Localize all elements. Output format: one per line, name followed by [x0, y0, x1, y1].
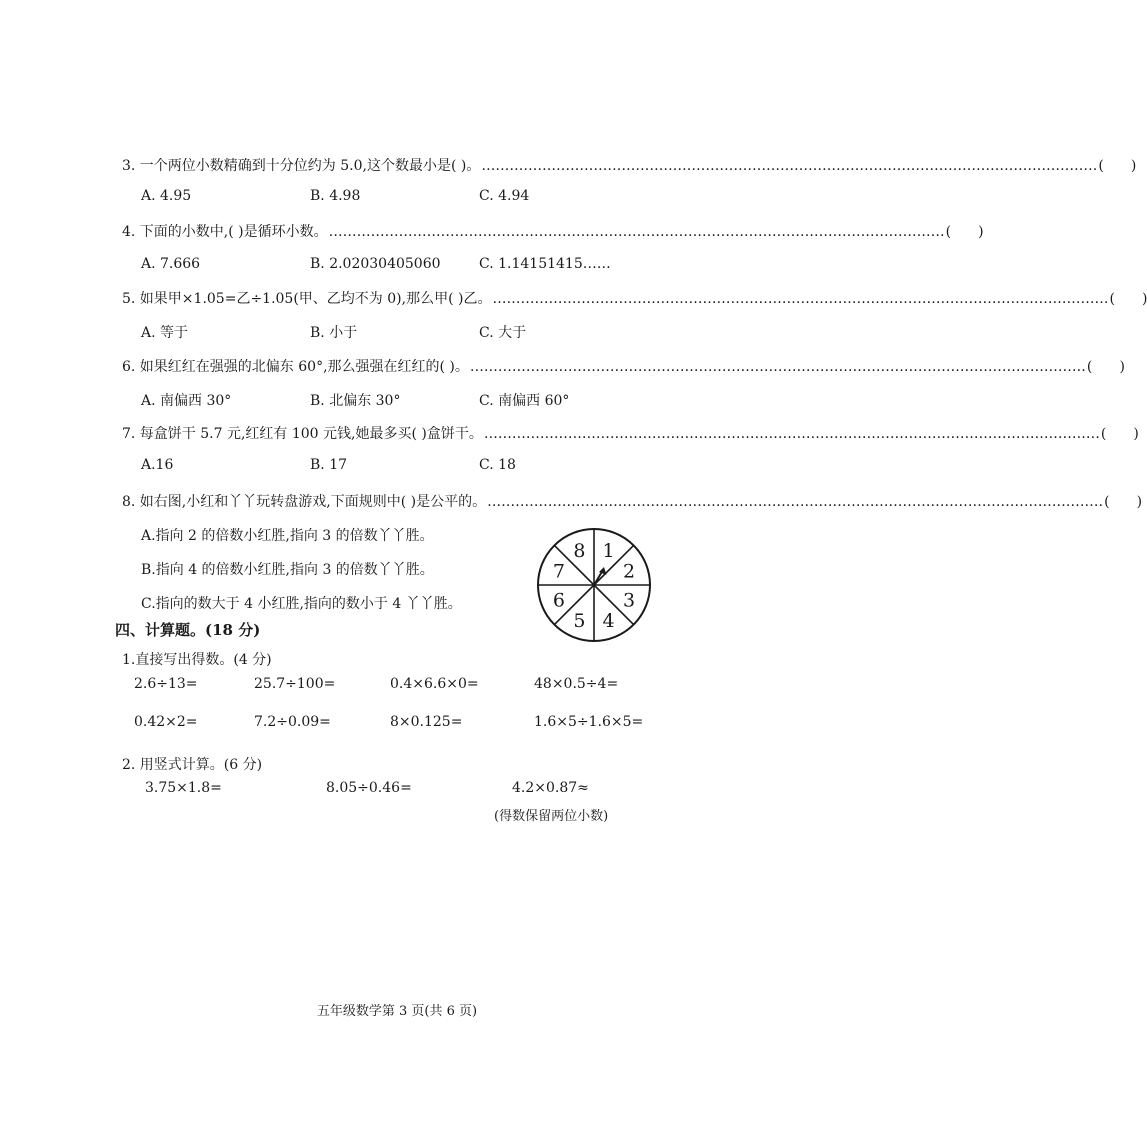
calc-item: 8×0.125= — [390, 714, 463, 730]
wheel-number: 3 — [623, 589, 636, 612]
paren-open: ( — [1098, 158, 1104, 174]
answer-blank-5[interactable] — [1109, 291, 1147, 307]
answer-blank-3[interactable] — [1098, 158, 1136, 174]
paren-open: ( — [1109, 291, 1115, 307]
calc-item: 2.6÷13= — [134, 676, 198, 692]
question-5-stem: 5. 如果甲×1.05=乙÷1.05(甲、乙均不为 0),那么甲( )乙。 — [122, 291, 492, 307]
pointer-arrow-icon — [594, 567, 607, 585]
wheel-number: 8 — [573, 539, 586, 562]
wheel-number: 4 — [602, 610, 615, 633]
section-4-title: 四、计算题。(18 分) — [115, 621, 261, 639]
question-8-option-c: C.指向的数大于 4 小红胜,指向的数小于 4 丫丫胜。 — [141, 596, 462, 612]
answer-blank-4[interactable] — [946, 224, 984, 240]
question-3 — [122, 155, 1137, 175]
question-7 — [122, 423, 1139, 443]
leader-dots: …………………………………………………………………………………………………………………… — [487, 494, 1104, 510]
question-6-option-c: C. 南偏西 60° — [479, 393, 570, 409]
question-7-option-a: A.16 — [141, 457, 174, 473]
leader-dots: …………………………………………………………………………………………………………………… — [483, 426, 1100, 442]
wheel-number: 2 — [623, 560, 636, 583]
paren-close: ) — [1130, 158, 1137, 174]
question-8-option-b: B.指向 4 的倍数小红胜,指向 3 的倍数丫丫胜。 — [141, 562, 434, 578]
question-7-stem: 7. 每盒饼干 5.7 元,红红有 100 元钱,她最多买( )盒饼干。 — [122, 426, 483, 442]
question-5-option-b: B. 小于 — [310, 325, 358, 341]
paren-open: ( — [1100, 426, 1107, 442]
question-4-option-b: B. 2.02030405060 — [310, 256, 441, 272]
leader-dots: …………………………………………………………………………………………………………………… — [481, 158, 1098, 174]
calc-item: 7.2÷0.09= — [254, 714, 331, 730]
question-6-option-b: B. 北偏东 30° — [310, 393, 401, 409]
vertical-calc-item: 3.75×1.8= — [145, 780, 222, 796]
question-8-option-a: A.指向 2 的倍数小红胜,指向 3 的倍数丫丫胜。 — [141, 528, 434, 544]
wheel-number: 7 — [552, 560, 565, 583]
question-6-option-a: A. 南偏西 30° — [141, 393, 232, 409]
paren-close: ) — [1136, 494, 1143, 510]
answer-blank-7[interactable] — [1101, 426, 1139, 442]
spinner-wheel — [536, 527, 652, 643]
question-4-stem: 4. 下面的小数中,( )是循环小数。 — [122, 224, 328, 240]
paren-open: ( — [1104, 494, 1110, 510]
question-6-stem: 6. 如果红红在强强的北偏东 60°,那么强强在红红的( )。 — [122, 359, 469, 375]
calc-item: 48×0.5÷4= — [534, 676, 619, 692]
leader-dots: …………………………………………………………………………………………………………………… — [328, 224, 945, 240]
paren-close: ) — [1119, 359, 1125, 375]
question-3-stem: 3. 一个两位小数精确到十分位约为 5.0,这个数最小是( )。 — [122, 158, 481, 174]
calc-item: 25.7÷100= — [254, 676, 336, 692]
calc-item: 0.4×6.6×0= — [390, 676, 479, 692]
paren-open: ( — [945, 224, 952, 240]
paren-close: ) — [1133, 426, 1139, 442]
question-3-option-b: B. 4.98 — [310, 188, 361, 204]
question-5-option-c: C. 大于 — [479, 325, 527, 341]
calc-item: 0.42×2= — [134, 714, 198, 730]
paren-close: ) — [1141, 291, 1147, 307]
rounding-note: (得数保留两位小数) — [494, 809, 609, 824]
vertical-calc-item: 4.2×0.87≈ — [512, 780, 589, 796]
question-3-option-c: C. 4.94 — [479, 188, 530, 204]
question-6 — [122, 356, 1125, 376]
wheel-number: 6 — [552, 589, 565, 612]
answer-blank-8[interactable] — [1104, 494, 1142, 510]
leader-dots: …………………………………………………………………………………………………………………… — [469, 359, 1086, 375]
part-2-title: 2. 用竖式计算。(6 分) — [122, 757, 263, 773]
question-4 — [122, 221, 984, 241]
part-1-title: 1.直接写出得数。(4 分) — [122, 652, 272, 668]
leader-dots: …………………………………………………………………………………………………………………… — [492, 291, 1109, 307]
paren-open: ( — [1086, 359, 1093, 375]
paren-close: ) — [978, 224, 984, 240]
question-5-option-a: A. 等于 — [141, 325, 189, 341]
vertical-calc-item: 8.05÷0.46= — [326, 780, 412, 796]
calc-item: 1.6×5÷1.6×5= — [534, 714, 644, 730]
question-4-option-a: A. 7.666 — [141, 256, 201, 272]
question-7-option-b: B. 17 — [310, 457, 348, 473]
question-3-option-a: A. 4.95 — [141, 188, 192, 204]
question-4-option-c: C. 1.14151415…… — [479, 256, 611, 272]
question-7-option-c: C. 18 — [479, 457, 516, 473]
wheel-number: 5 — [573, 610, 586, 633]
page-footer: 五年级数学第 3 页(共 6 页) — [316, 1004, 478, 1019]
question-8 — [122, 491, 1143, 511]
question-5 — [122, 288, 1147, 308]
answer-blank-6[interactable] — [1087, 359, 1125, 375]
question-8-stem: 8. 如右图,小红和丫丫玩转盘游戏,下面规则中( )是公平的。 — [122, 494, 487, 510]
wheel-number: 1 — [602, 539, 615, 562]
